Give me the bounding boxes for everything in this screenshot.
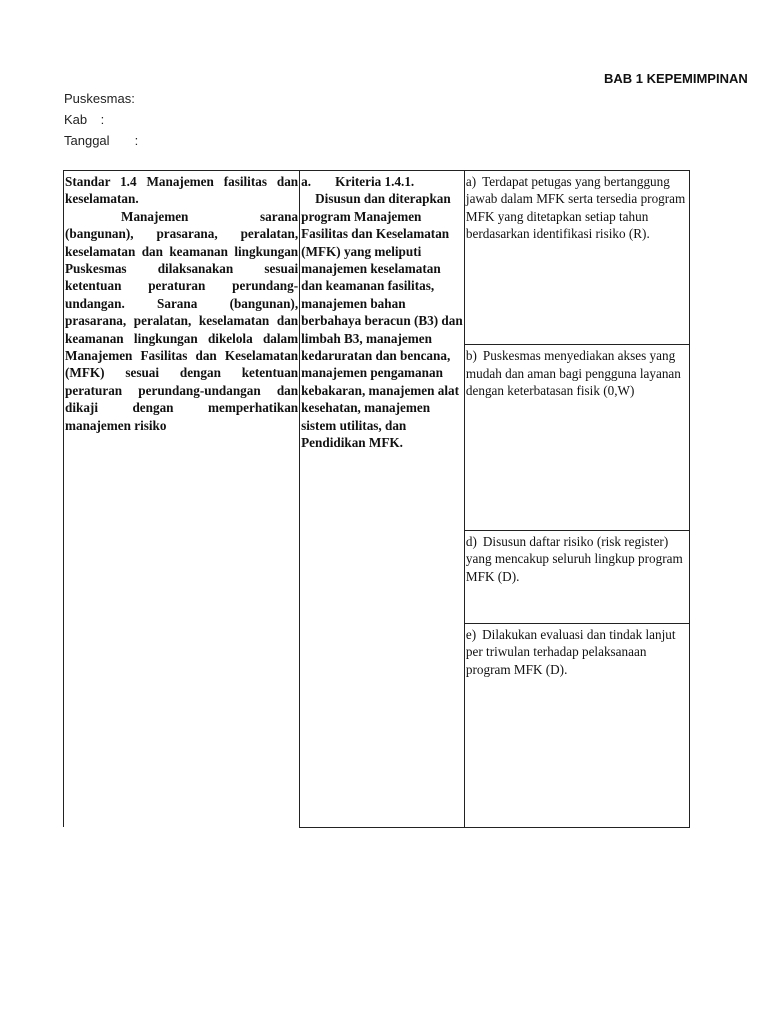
page-title: BAB 1 KEPEMIMPINAN: [604, 71, 748, 86]
meta-label: Tanggal: [64, 133, 110, 148]
element-label: b): [465, 348, 477, 364]
element-text: Dilakukan evaluasi dan tindak lanjut per triwulan terhadap pelaksanaan program MFK (D).: [465, 627, 676, 677]
criteria-body-para: [301, 190, 463, 451]
element-text: Terdapat petugas yang bertanggung jawab dalam MFK serta tersedia program MFK yang ditetapkan setiap tahun berdasarkan identifikasi risiko (R).: [465, 174, 686, 242]
meta-tanggal: [64, 133, 138, 148]
element-label: d): [465, 533, 477, 549]
criteria-body: Disusun dan diterapkan program Manajemen Fasilitas dan Keselamatan (MFK) yang meliputi manajemen keselamatan dan keamanan fasilitas, manajemen bahan berbahaya beracun (B3) dan limbah B3, manajemen kedaruratan dan bencana, manajemen pengamanan kebakaran, manajemen alat kesehatan, manajemen sistem utilitas, dan Pendidikan MFK.: [301, 191, 463, 451]
standard-body-para: [65, 208, 298, 434]
meta-label: Puskesmas:: [64, 91, 135, 106]
element-cell-b: [464, 345, 689, 530]
element-label: e): [465, 627, 477, 643]
element-cell-a: [464, 171, 689, 345]
criteria-letter: a.: [301, 174, 312, 189]
meta-kab: [64, 112, 104, 127]
element-text: Disusun daftar risiko (risk register) yang mencakup seluruh lingkup program MFK (D).: [465, 533, 683, 584]
element-cell-e: [464, 624, 689, 827]
meta-label: Kab: [64, 112, 88, 127]
criteria-cell: [300, 171, 465, 828]
standard-body: Manajemen sarana (bangunan), prasarana, peralatan, keselamatan dan keamanan lingkungan Puskesmas dilaksanakan sesuai ketentuan peraturan perundang-undangan. Sarana (bangunan), prasarana, peralatan, keselamatan dan keamanan lingkungan dikelola dalam Manajemen Fasilitas dan Keselamatan (MFK) sesuai dengan ketentuan peraturan perundang-undangan dan dikaji dengan memperhatikan manajemen risiko: [65, 208, 299, 433]
meta-colon: :: [100, 112, 105, 127]
element-label: a): [465, 174, 477, 189]
criteria-heading: [301, 173, 463, 190]
element-text: Puskesmas menyediakan akses yang mudah dan aman bagi pengguna layanan dengan keterbatasan fisik (0,W): [465, 348, 681, 399]
element-cell-d: [464, 530, 689, 623]
standard-title: Standar 1.4 Manajemen fasilitas dan keselamatan.: [65, 174, 299, 207]
meta-puskesmas: [64, 91, 138, 106]
criteria-title: Kriteria 1.4.1.: [335, 174, 415, 189]
standard-table: [63, 170, 690, 828]
meta-colon: :: [134, 133, 139, 148]
standard-cell: [64, 171, 300, 828]
